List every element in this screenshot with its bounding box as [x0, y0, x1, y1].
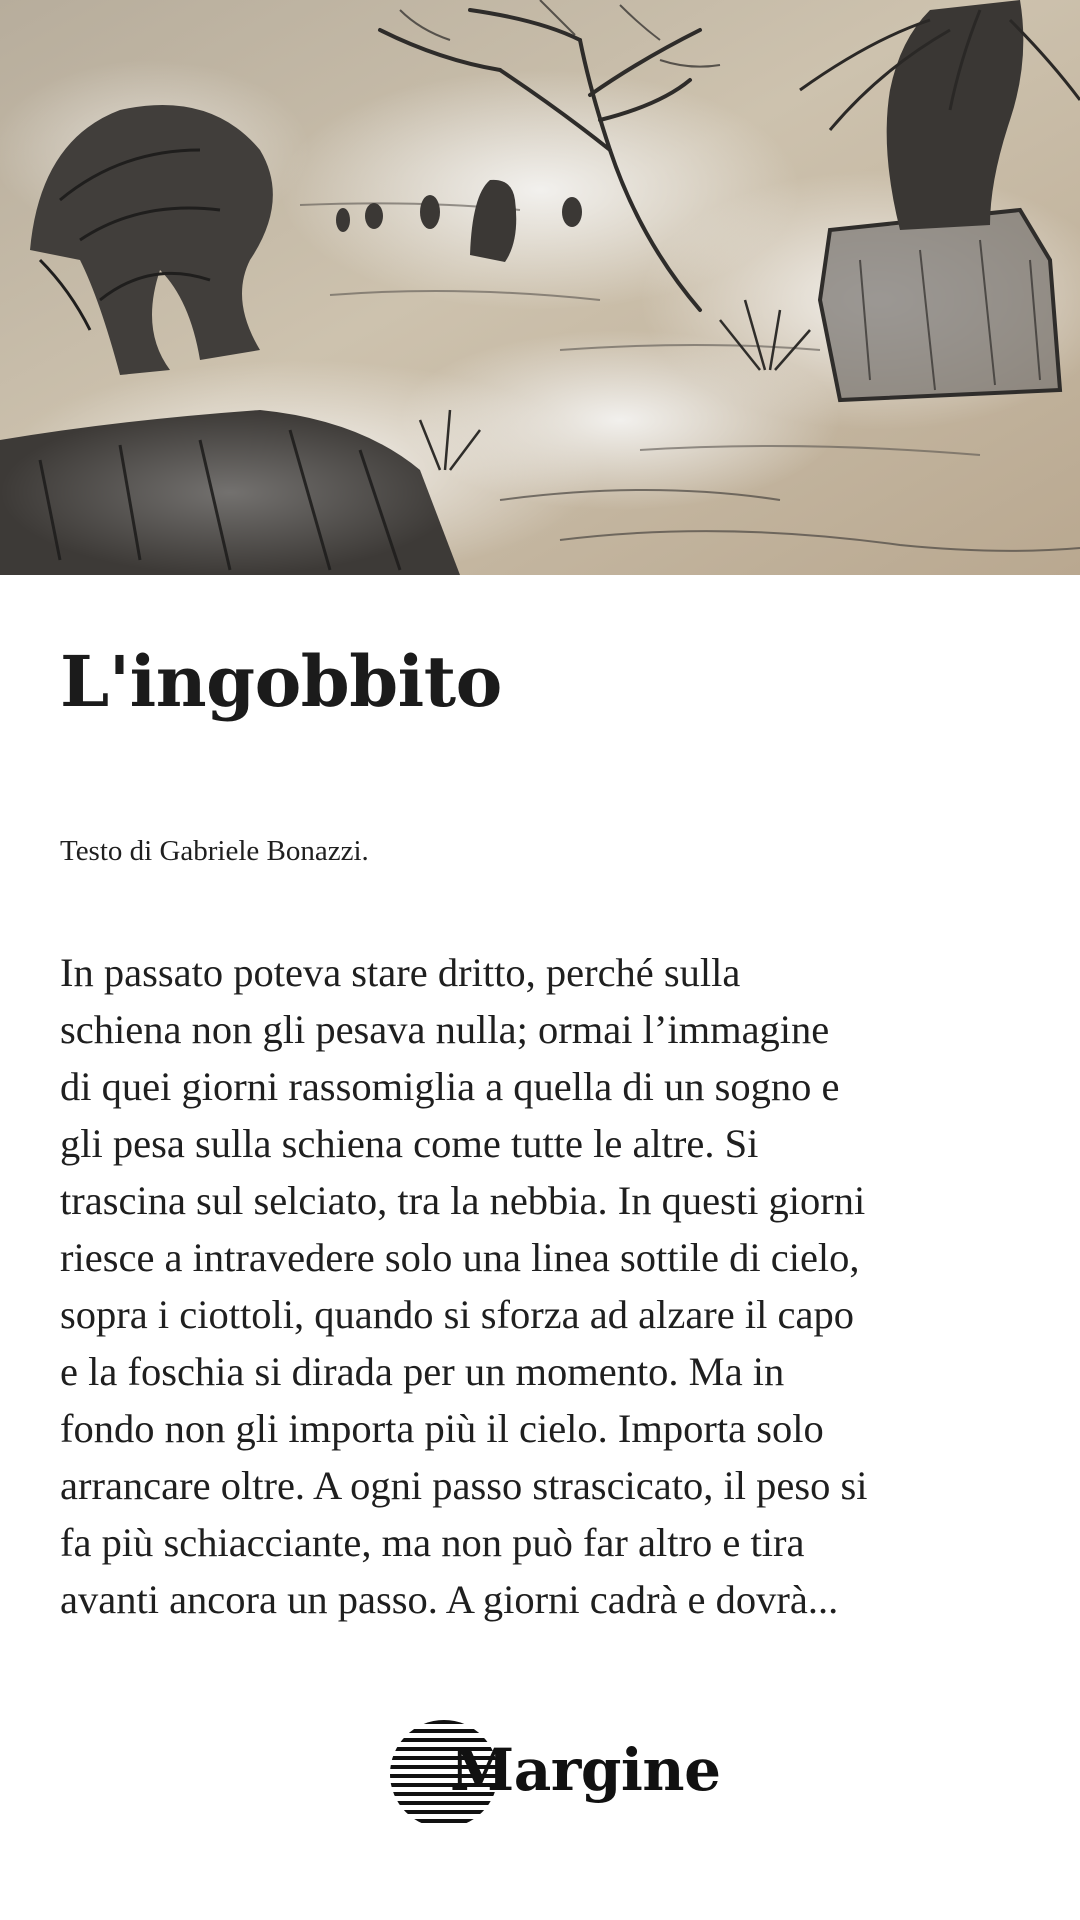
body-line: sopra i ciottoli, quando si sforza ad alzare il capo — [60, 1292, 854, 1337]
body-line: di quei giorni rassomiglia a quella di un sogno e — [60, 1064, 840, 1109]
body-line: fa più schiacciante, ma non può far altro e tira — [60, 1520, 805, 1565]
body-line: arrancare oltre. A ogni passo strascicato, il peso si — [60, 1463, 868, 1508]
body-line: e la foschia si dirada per un momento. Ma in — [60, 1349, 785, 1394]
article-body — [60, 944, 1020, 1628]
body-line: fondo non gli importa più il cielo. Importa solo — [60, 1406, 824, 1451]
body-line: schiena non gli pesava nulla; ormai l’immagine — [60, 1007, 830, 1052]
body-line: In passato poteva stare dritto, perché sulla — [60, 950, 741, 995]
hero-illustration — [0, 0, 1080, 575]
article-byline: Testo di Gabriele Bonazzi. — [60, 835, 369, 867]
body-line: trascina sul selciato, tra la nebbia. In questi giorni — [60, 1178, 866, 1223]
body-line: avanti ancora un passo. A giorni cadrà e dovrà... — [60, 1577, 839, 1622]
margine-logo — [388, 1718, 721, 1830]
right-rock — [820, 210, 1060, 400]
article-title: L'ingobbito — [60, 640, 502, 723]
ink-landscape-illustration — [0, 0, 1080, 575]
body-line: gli pesa sulla schiena come tutte le altre. Si — [60, 1121, 759, 1166]
body-line: riesce a intravedere solo una linea sottile di cielo, — [60, 1235, 860, 1280]
brand-wordmark: Margine — [450, 1736, 721, 1804]
